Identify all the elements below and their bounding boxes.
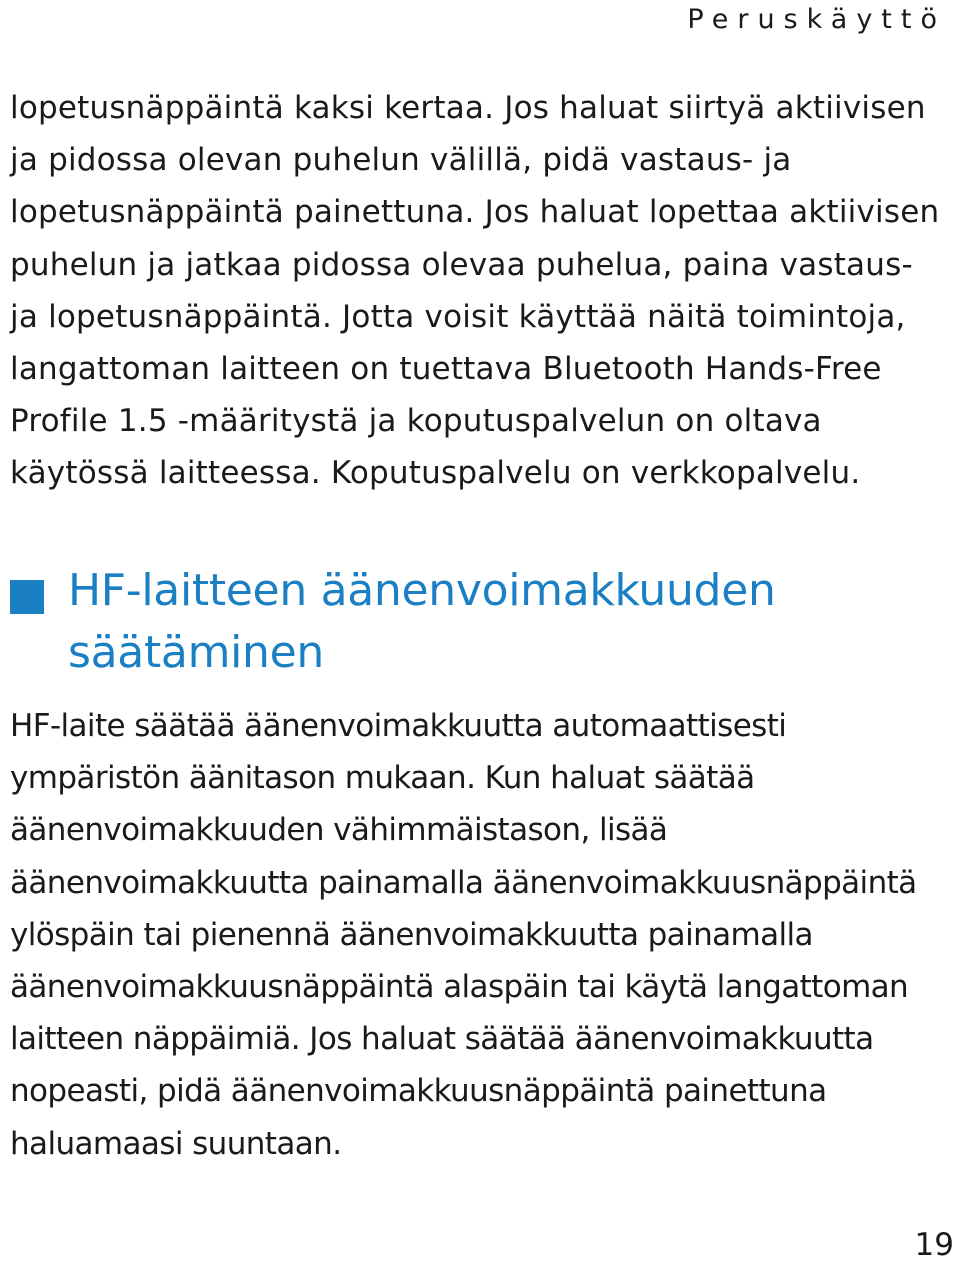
running-header: Peruskäyttö [687,4,946,35]
text-line: ja lopetusnäppäintä. Jotta voisit käyttää näitä toimintoja, [10,298,906,335]
text-line: laitteen näppäimiä. Jos haluat säätää äänenvoimakkuutta [10,1021,874,1058]
text-line: Profile 1.5 -määritystä ja koputuspalvelun on oltava [10,403,822,440]
section-heading [10,560,776,684]
page-number: 19 [914,1227,954,1263]
text-line: nopeasti, pidä äänenvoimakkuusnäppäintä painettuna [10,1073,827,1110]
section-heading-line: säätäminen [68,627,324,678]
body-paragraph-call-handling [10,82,939,500]
text-line: ja pidossa olevan puhelun välillä, pidä vastaus- ja [10,142,792,179]
text-line: ylöspäin tai pienennä äänenvoimakkuutta painamalla [10,916,813,953]
text-line: äänenvoimakkuuden vähimmäistason, lisää [10,812,668,849]
text-line: lopetusnäppäintä kaksi kertaa. Jos haluat siirtyä aktiivisen [10,90,926,126]
text-line: äänenvoimakkuutta painamalla äänenvoimakkuusnäppäintä [10,864,917,901]
square-bullet-icon [10,580,44,614]
text-line: äänenvoimakkuusnäppäintä alaspäin tai käytä langattoman [10,969,909,1006]
text-line: haluamaasi suuntaan. [10,1125,342,1162]
text-line: käytössä laitteessa. Koputuspalvelu on verkkopalvelu. [10,455,861,492]
body-paragraph-volume [10,700,917,1170]
text-line: lopetusnäppäintä painettuna. Jos haluat lopettaa aktiivisen [10,194,940,231]
text-line: puhelun ja jatkaa pidossa olevaa puhelua, paina vastaus- [10,246,913,283]
section-heading-line: HF-laitteen äänenvoimakkuuden [68,565,776,616]
text-line: langattoman laitteen on tuettava Bluetooth Hands-Free [10,351,882,388]
text-line: HF-laite säätää äänenvoimakkuutta automaattisesti [10,708,787,744]
text-line: ympäristön äänitason mukaan. Kun haluat säätää [10,760,755,797]
